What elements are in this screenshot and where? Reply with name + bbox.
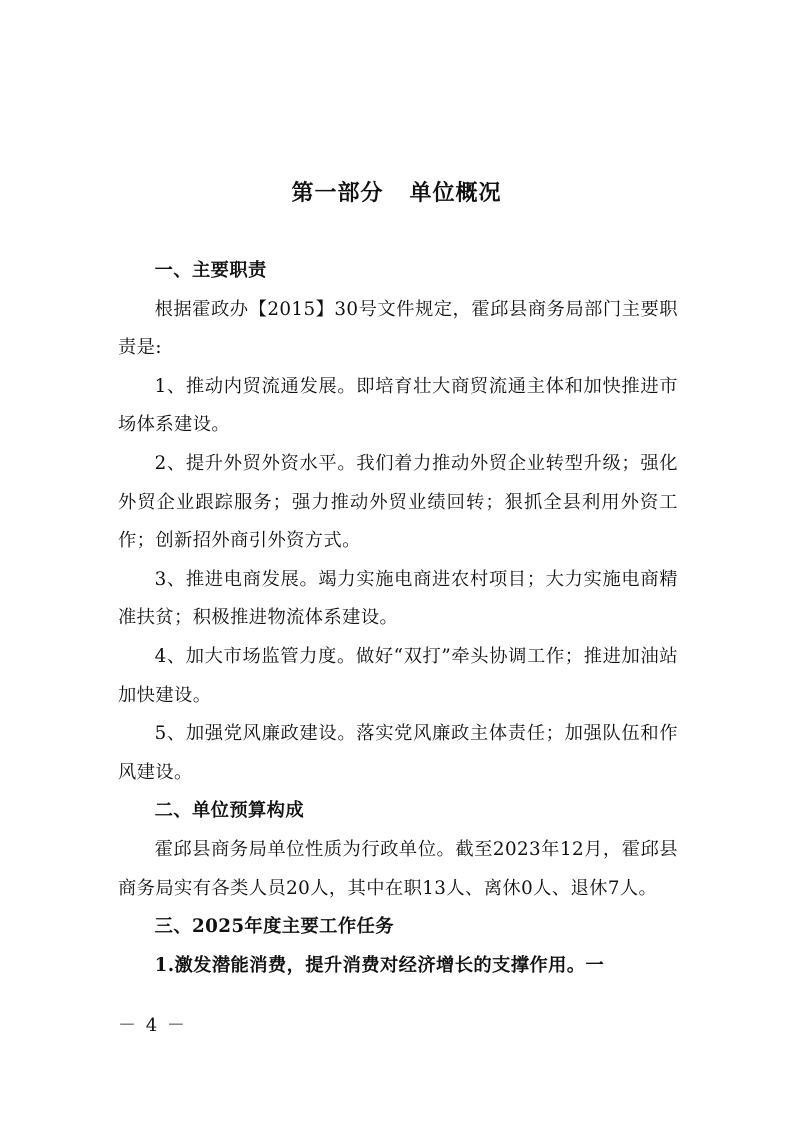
paragraph-duty-2: 2、提升外贸外资水平。我们着力推动外贸企业转型升级；强化外贸企业跟踪服务；强力推动外贸业绩回转；狠抓全县利用外资工作；创新招外商引外资方式。 [118, 452, 678, 552]
page-number: － 4 － [118, 1015, 187, 1036]
title-part: 第一部分 [291, 181, 384, 206]
paragraph-duty-3: 3、推进电商发展。竭力实施电商进农村项目；大力实施电商精准扶贫；积极推进物流体系建设。 [118, 568, 678, 629]
section-heading-budget-composition: 二、单位预算构成 [154, 800, 305, 822]
paragraph-task-1-lead: 1.激发潜能消费，提升消费对经济增长的支撑作用。一 [154, 954, 605, 976]
paragraph-duty-4: 4、加大市场监管力度。做好“双打”牵头协调工作；推进加油站加快建设。 [118, 645, 678, 706]
section-heading-work-tasks: 三、2025年度主要工作任务 [154, 916, 394, 938]
page-title [0, 176, 793, 212]
section-heading-main-duties: 一、主要职责 [154, 260, 267, 281]
document-body [118, 252, 678, 985]
paragraph-duties-intro: 根据霍政办【2015】30号文件规定，霍邱县商务局部门主要职责是: [118, 298, 678, 359]
paragraph-budget-composition: 霍邱县商务局单位性质为行政单位。截至2023年12月，霍邱县商务局实有各类人员20人，其中在职13人、离休0人、退休7人。 [118, 838, 678, 899]
paragraph-duty-5: 5、加强党风廉政建设。落实党风廉政主体责任；加强队伍和作风建设。 [118, 723, 678, 783]
title-name: 单位概况 [409, 181, 502, 206]
paragraph-duty-1: 1、推动内贸流通发展。即培育壮大商贸流通主体和加快推进市场体系建设。 [118, 375, 678, 436]
